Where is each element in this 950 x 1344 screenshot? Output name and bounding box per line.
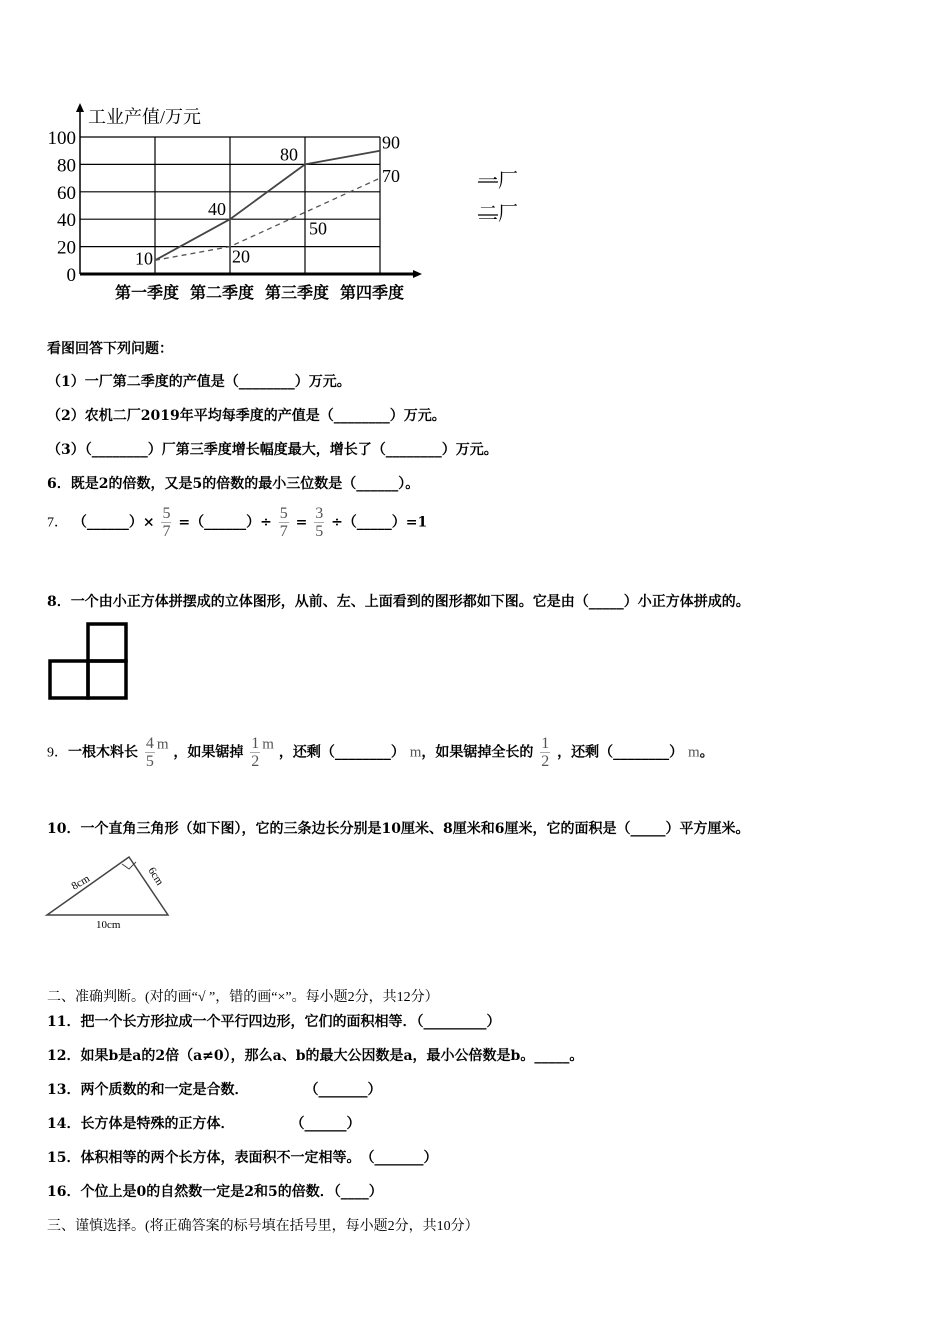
unit: m [156,736,169,753]
data-label: 50 [309,218,327,239]
fraction: $\frac{1}{2}$ [251,735,260,770]
unit: m [262,736,274,753]
unit: m [409,744,422,761]
question-6: 6．既是2的倍数，又是5的倍数的最小三位数是（______）。 [47,476,420,492]
section-2-heading: 二、准确判断。(对的画“√ ”，错的画“×”。每小题2分，共12分） [47,990,439,1005]
q7-part-c: = [295,514,308,531]
q5-part2: （2）农机二厂2019年平均每季度的产值是（________）万元。 [47,408,446,424]
fraction: $\frac{1}{2}$ [541,735,550,770]
fraction: $\frac{5}{7}$ [162,505,171,540]
unit: m [688,744,700,761]
section-3-heading: 三、谨慎选择。(将正确答案的标号填在括号里，每小题2分，共10分） [47,1219,479,1234]
cube-view-figure [48,621,130,701]
y-tick-label: 20 [57,237,76,259]
question-10: 10．一个直角三角形（如下图），它的三条边长分别是10厘米、8厘米和6厘米，它的面积是（_____）平方厘米。 [47,821,750,837]
legend-label: 一厂 [478,170,518,192]
data-label: 10 [135,248,153,269]
q7-part-d: ÷（_____）=1 [331,514,428,531]
data-label: 40 [208,199,226,220]
side-label: 8cm [69,872,92,893]
series-line-一厂 [155,151,380,261]
q9-part-b: ，如果锯掉 [173,744,244,761]
question-7 [47,505,427,540]
data-label: 70 [382,166,400,187]
question-9 [47,735,714,770]
line-chart [30,100,590,310]
x-tick-label: 第三季度 [264,285,330,302]
question-11: 11．把一个长方形拉成一个平行四边形，它们的面积相等．（_________） [47,1014,501,1030]
side-label: 10cm [96,919,121,931]
y-axis-arrow [76,103,84,112]
q9-end: 。 [699,744,714,761]
y-tick-label: 80 [57,155,76,177]
question-14: 14．长方体是特殊的正方体． （______） [47,1116,361,1132]
q7-number: 7． [47,515,68,531]
fraction: $\frac{4}{5}$ [145,735,154,770]
question-8: 8．一个由小正方体拼摆成的立体图形，从前、左、上面看到的图形都如下图。它是由（_____）小正方体拼成的。 [47,594,750,610]
q7-part-a: （______）× [72,514,155,531]
y-tick-label: 0 [66,265,76,286]
q7-part-b: =（______）÷ [178,514,272,531]
fraction: $\frac{3}{5}$ [315,505,324,540]
question-15: 15．体积相等的两个长方体，表面积不一定相等。 （_______） [47,1150,438,1166]
q9-part-e: ，还剩（________） [557,744,684,761]
fraction: $\frac{5}{7}$ [279,505,288,540]
x-axis-arrow [413,270,422,278]
q5-part3: （3）（________）厂第三季度增长幅度最大，增长了（________）万元。 [47,442,498,458]
q5-intro: 看图回答下列问题： [47,342,173,357]
legend-label: 二厂 [478,203,518,225]
y-tick-label: 40 [57,210,76,232]
x-tick-label: 第一季度 [114,285,180,302]
side-label: 6cm [145,865,166,888]
data-label: 80 [280,144,298,165]
x-tick-label: 第四季度 [339,285,405,302]
y-tick-label: 60 [57,182,76,204]
q9-part-a: 一根木料长 [68,744,138,761]
q9-part-c: ，还剩（________） [278,744,405,761]
question-12: 12．如果b是a的2倍（a≠0），那么a、b的最大公因数是a，最小公倍数是b。_____。 [47,1048,584,1064]
question-13: 13．两个质数的和一定是合数． （_______） [47,1082,382,1098]
data-label: 20 [232,246,250,267]
q9-number: 9． [47,745,68,761]
q5-part1: （1）一厂第二季度的产值是（________）万元。 [47,374,351,390]
x-tick-label: 第二季度 [189,285,255,302]
data-label: 90 [382,132,400,153]
y-axis-label: 工业产值/万元 [88,107,202,127]
y-tick-label: 100 [47,128,76,149]
q9-part-d: ，如果锯掉全长的 [421,744,534,761]
right-triangle-figure [40,850,180,932]
question-16: 16．个位上是0的自然数一定是2和5的倍数．（____） [47,1184,383,1200]
